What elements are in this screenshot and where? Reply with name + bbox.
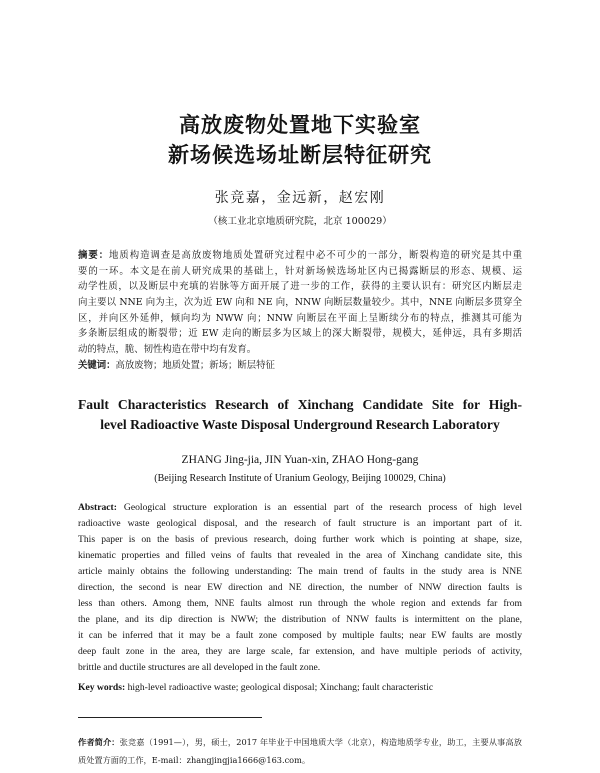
chinese-abstract-line: 向主要以 NNE 向为主，次为近 EW 向和 NE 向，NNW 向断层数量较少。其中，NNE 向断层多贯穿全 xyxy=(78,297,522,308)
chinese-abstract-line: 动学性质，以及断层中充填的岩脉等方面开展了进一步的工作，获得的主要认识有：研究区内断层走 xyxy=(78,281,522,293)
english-abstract-label: Abstract: xyxy=(78,502,117,513)
chinese-abstract-line: 动的特点，脆、韧性构造在带中均有发育。 xyxy=(78,344,257,355)
chinese-keywords xyxy=(78,358,522,374)
english-abstract-text: Geological structure exploration is an essential part of the research process of high level xyxy=(123,502,522,513)
english-affiliation: (Beijing Research Institute of Uranium Geology, Beijing 100029, China) xyxy=(154,473,446,484)
english-title-line-2: level Radioactive Waste Disposal Underground Research Laboratory xyxy=(100,417,500,432)
chinese-abstract-text: 地质构造调查是高放废物地质处置研究过程中必不可少的一部分，断裂构造的研究是其中重 xyxy=(109,250,522,261)
english-abstract-line: the plane, and its dip direction is NWW; the distribution of NNW faults is intermittent on the plane, xyxy=(78,614,522,625)
english-abstract-line: less than others. Among them, NNE faults almost run through the whole region and extends far from xyxy=(78,598,522,609)
english-abstract-line: it can be inferred that it may be a fault zone composed by multiple faults; near EW faults are mostly xyxy=(78,630,522,641)
english-authors: ZHANG Jing-jia, JIN Yuan-xin, ZHAO Hong-gang xyxy=(181,454,419,466)
footnote-text: 张竞嘉（1991—），男，硕士，2017 年毕业于中国地质大学（北京），构造地质学专业，助工，主要从事高放 xyxy=(119,737,522,747)
chinese-title-line-1: 高放废物处置地下实验室 xyxy=(179,112,421,137)
footnote-line-2: 质处置方面的工作，E-mail：zhangjingjia1666@163.com。 xyxy=(78,755,311,765)
chinese-affiliation: （核工业北京地质研究院，北京 100029） xyxy=(208,216,392,227)
footnote-line-1 xyxy=(78,735,522,749)
english-keywords-text: high-level radioactive waste; geological disposal; Xinchang; fault characteristic xyxy=(127,682,434,693)
english-abstract-line: This paper is on the basis of previous research, doing further work which is pointing at shape, size, xyxy=(78,534,522,545)
chinese-authors: 张竞嘉，金远新，赵宏刚 xyxy=(214,190,386,206)
chinese-abstract-label: 摘要： xyxy=(78,250,110,261)
chinese-abstract-line xyxy=(78,248,522,264)
english-abstract-line: brittle and ductile structures are all developed in the fault zone. xyxy=(78,662,321,673)
english-abstract-line: deep fault zone in the area, they are large scale, far extension, and have multiple periods of activity, xyxy=(78,646,522,657)
english-abstract-line: article mainly obtains the following understanding: The main trend of faults in the study area is NNE xyxy=(78,566,522,577)
english-title-line-1: Fault Characteristics Research of Xinchang Candidate Site for High- xyxy=(78,397,522,412)
english-keywords-label: Key words: xyxy=(78,682,126,693)
english-abstract-line xyxy=(78,500,522,516)
chinese-keywords-text: 高放废物；地质处置；新场；断层特征 xyxy=(115,360,275,371)
chinese-keywords-label: 关键词： xyxy=(78,360,116,371)
chinese-title-line-2: 新场候选场址断层特征研究 xyxy=(168,142,432,167)
english-keywords xyxy=(78,680,522,696)
english-abstract-line: kinematic properties and filled veins of faults that revealed in the area of Xinchang candidate site, this xyxy=(78,550,522,561)
footnote-label: 作者简介： xyxy=(78,737,120,747)
chinese-abstract-line: 多条断层组成的断裂带；近 EW 走向的断层多为区域上的深大断裂带，规模大，延伸远，具有多期活 xyxy=(78,328,522,340)
footnote-rule xyxy=(78,717,262,718)
chinese-abstract-line: 区，并向区外延伸，倾向均为 NWW 向；NNW 向断层在平面上呈断续分布的特点，推测其可能为 xyxy=(78,312,522,324)
english-abstract-line: direction, the second is near EW direction and NE direction, the number of NNW direction faults is xyxy=(78,582,522,593)
chinese-abstract-line: 要的一环。本文是在前人研究成果的基础上，针对新场候选场址区内已揭露断层的形态、规模、运 xyxy=(78,265,522,277)
english-abstract-line: radioactive waste geological disposal, and the research of fault structure is an important part of it. xyxy=(78,518,522,529)
